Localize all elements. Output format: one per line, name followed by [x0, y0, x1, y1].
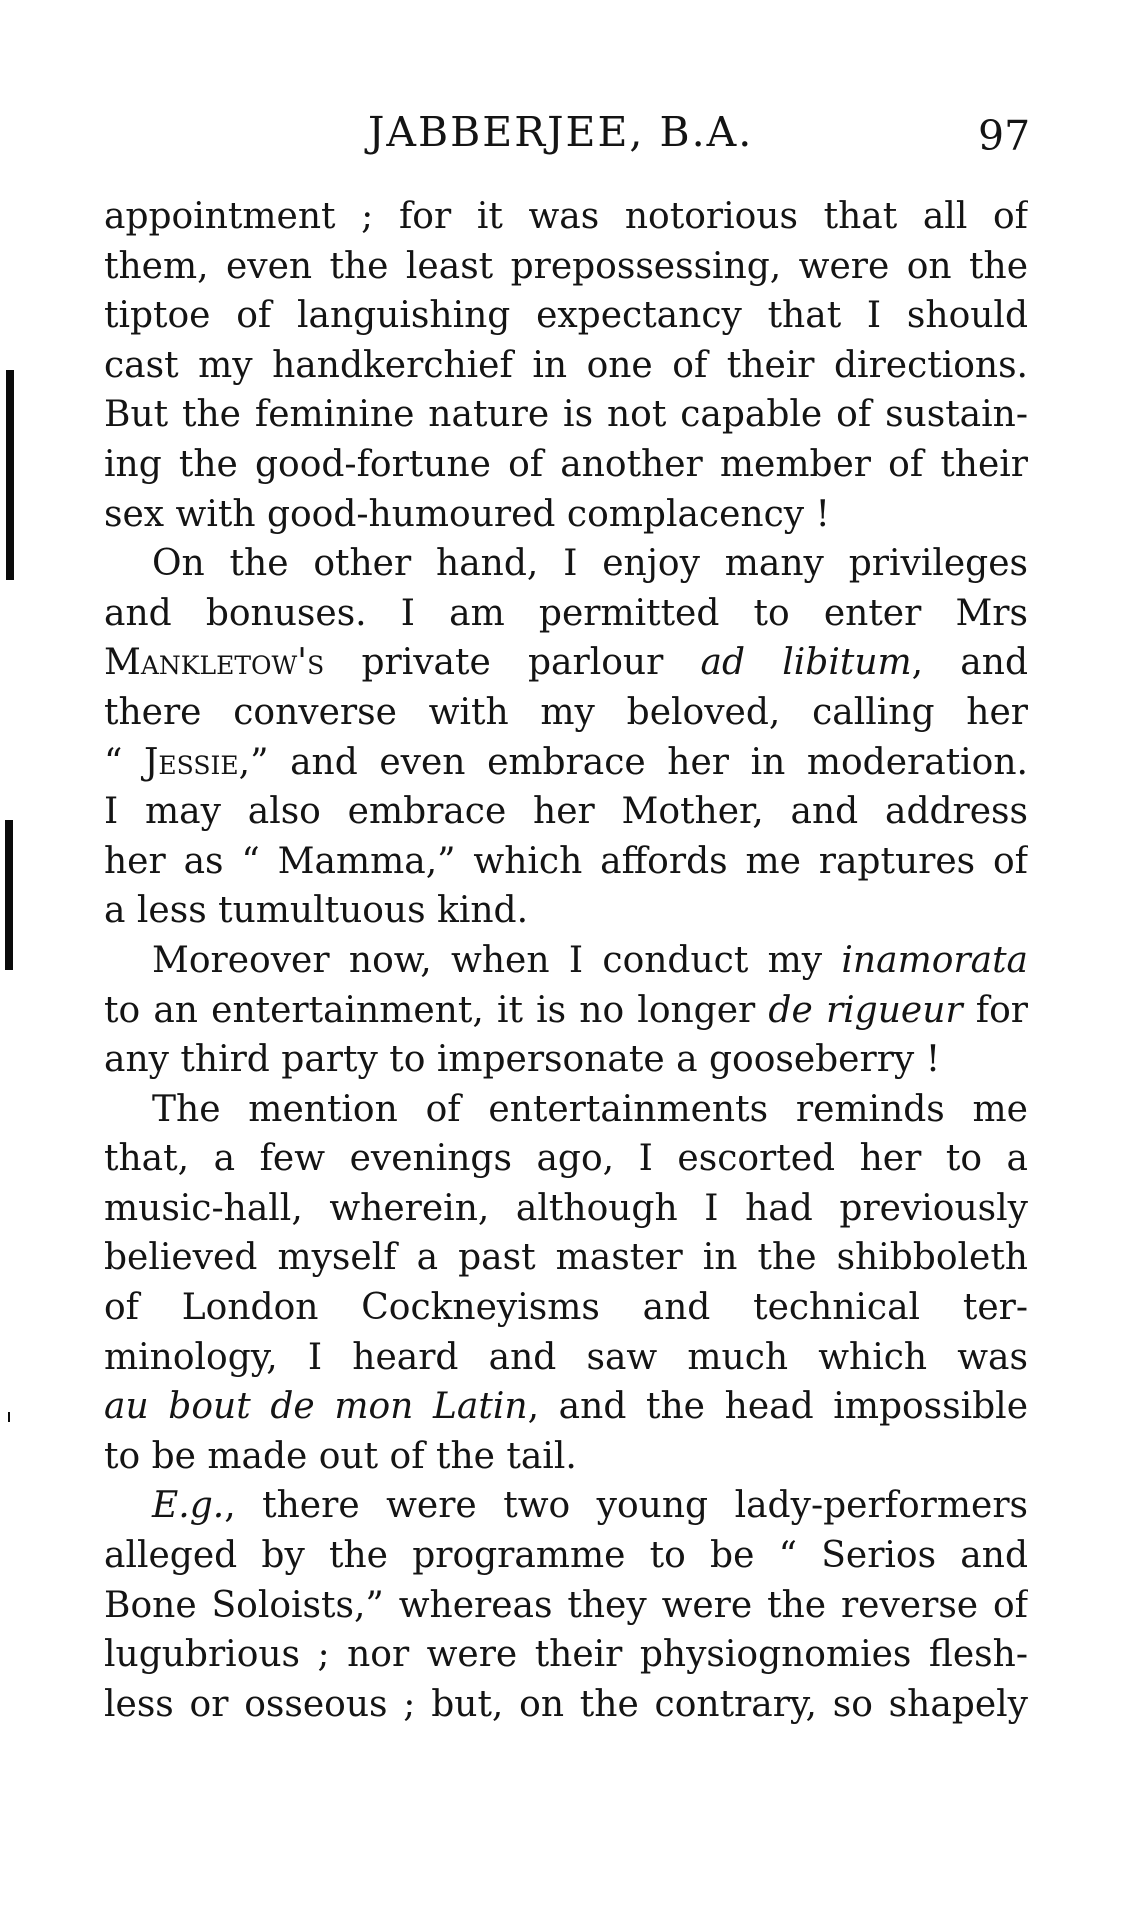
text-line: a less tumultuous kind. [104, 890, 529, 932]
text-line [104, 1481, 1028, 1531]
text-line: cast my handkerchief in one of their directions. [104, 344, 1028, 386]
text-line: tiptoe of languishing expectancy that I should [104, 295, 1028, 337]
text-run: , and the head impossible [527, 1386, 1028, 1428]
italic-phrase: au bout de mon Latin [104, 1386, 528, 1428]
name-small-caps: Jessie [144, 741, 239, 783]
text-line: alleged by the programme to be “ Serios and [104, 1535, 1028, 1577]
italic-phrase: de rigueur [768, 989, 963, 1031]
name-small-caps: Mankletow's [104, 642, 325, 684]
italic-phrase: ad libitum [700, 642, 912, 684]
text-run: private parlour [324, 642, 701, 684]
text-run: ,” and even embrace her in moderation. [238, 741, 1028, 783]
text-line: music-hall, wherein, although I had previously [104, 1187, 1028, 1229]
page-number: 97 [978, 112, 1031, 160]
text-line: her as “ Mamma,” which affords me raptures of [104, 840, 1028, 882]
text-line: But the feminine nature is not capable of sustain- [104, 394, 1028, 436]
text-line [104, 738, 1028, 788]
text-line: I may also embrace her Mother, and address [104, 791, 1028, 833]
text-line: The mention of entertainments reminds me [152, 1088, 1028, 1130]
text-line [104, 638, 1028, 688]
text-line: and bonuses. I am permitted to enter Mrs [104, 592, 1028, 634]
text-line: that, a few evenings ago, I escorted her to a [104, 1138, 1028, 1180]
text-line: any third party to impersonate a gooseberry ! [104, 1039, 941, 1081]
text-line: less or osseous ; but, on the contrary, so shapely [104, 1683, 1028, 1725]
running-title: JABBERJEE, B.A. [368, 108, 754, 156]
paragraph [104, 1085, 1028, 1482]
margin-scan-mark-middle [5, 820, 13, 970]
text-line: minology, I heard and saw much which was [104, 1336, 1028, 1378]
text-run: , and [911, 642, 1028, 684]
text-run: for [962, 989, 1028, 1031]
italic-phrase: E.g. [152, 1485, 225, 1527]
margin-scan-mark-upper [6, 370, 14, 580]
text-line [104, 936, 1028, 986]
text-run: “ [104, 741, 144, 783]
text-line: believed myself a past master in the shibboleth [104, 1237, 1028, 1279]
paragraph [104, 539, 1028, 936]
paragraph [104, 192, 1028, 539]
margin-scan-mark-lower [8, 1412, 10, 1422]
text-line: Bone Soloists,” whereas they were the reverse of [104, 1584, 1028, 1626]
text-run: to an entertainment, it is no longer [104, 989, 769, 1031]
text-line: On the other hand, I enjoy many privileges [152, 543, 1028, 585]
italic-phrase: inamorata [841, 939, 1028, 981]
text-line: them, even the least prepossessing, were on the [104, 245, 1028, 287]
body-text [104, 192, 1028, 1729]
text-run: , there were two young lady-performers [224, 1485, 1028, 1527]
paragraph [104, 1481, 1028, 1729]
text-line: there converse with my beloved, calling her [104, 691, 1028, 733]
text-line: appointment ; for it was notorious that all of [104, 196, 1028, 237]
text-line [104, 986, 1028, 1036]
text-line: of London Cockneyisms and technical ter- [104, 1287, 1028, 1329]
text-line: sex with good-humoured complacency ! [104, 493, 830, 535]
paragraph [104, 936, 1028, 1085]
text-line [104, 1382, 1028, 1432]
text-run: Moreover now, when I conduct my [152, 939, 842, 981]
text-line: lugubrious ; nor were their physiognomies flesh- [104, 1634, 1028, 1676]
running-head [0, 102, 1147, 162]
text-line: ing the good-fortune of another member of their [104, 443, 1028, 485]
text-line: to be made out of the tail. [104, 1435, 577, 1477]
